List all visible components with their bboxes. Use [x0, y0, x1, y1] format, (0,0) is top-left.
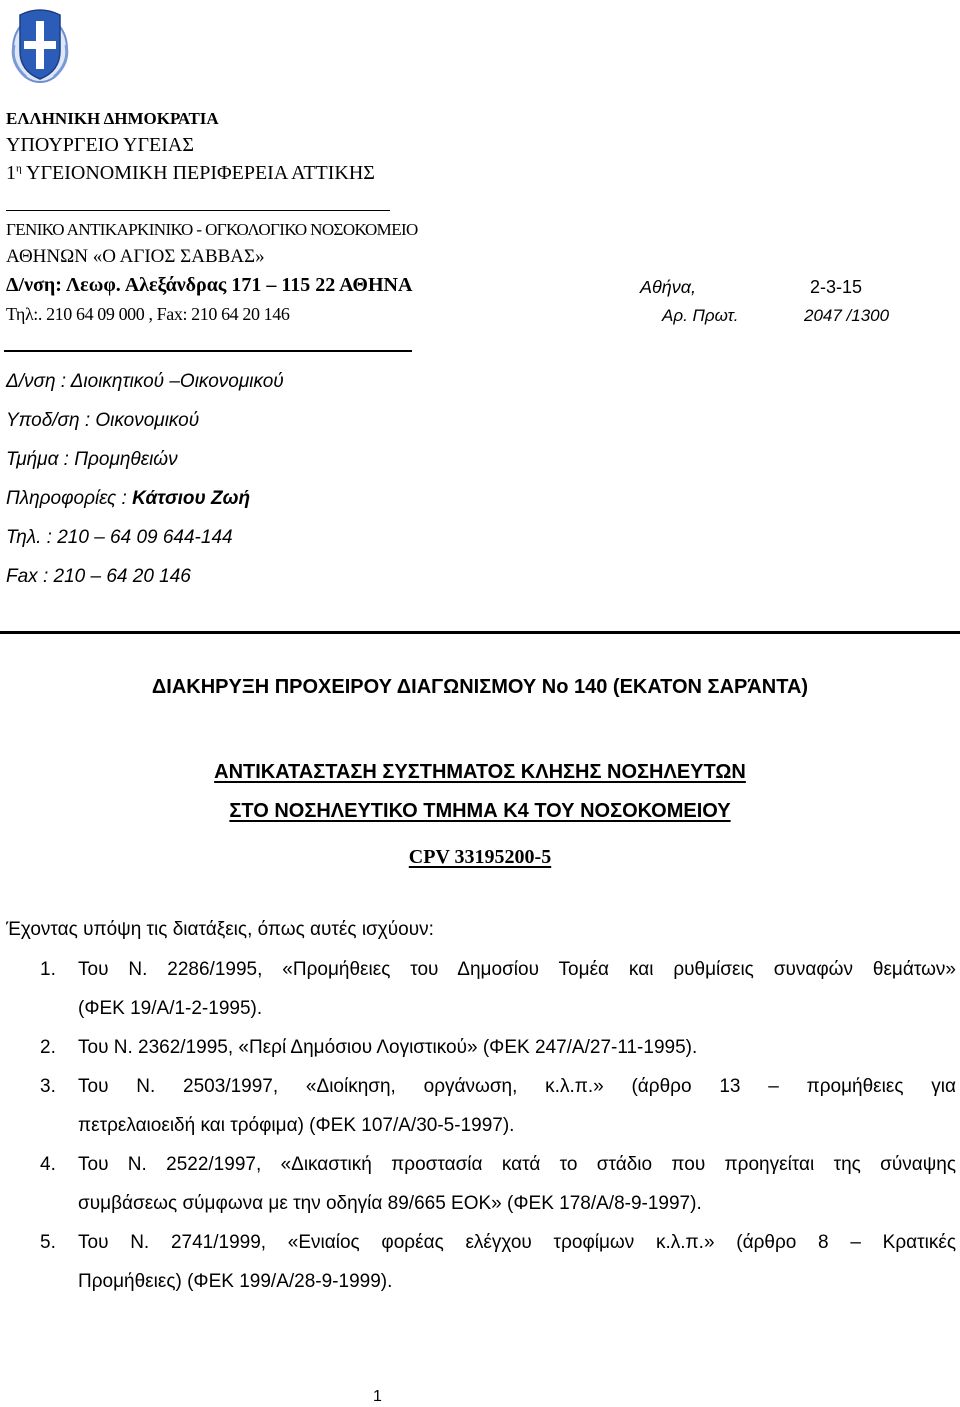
protocol-number: 2047 /1300 [804, 306, 890, 325]
list-item-continuation: (ΦΕΚ 19/Α/1-2-1995). [78, 998, 263, 1019]
hospital-address: Δ/νση: Λεωφ. Αλεξάνδρας 171 – 115 22 ΑΘΗΝΑ [6, 274, 413, 296]
info-label: Πληροφορίες : [6, 488, 133, 509]
subdirectorate-line: Υποδ/ση : Οικονομικού [6, 410, 200, 431]
greek-coat-of-arms-icon [8, 5, 72, 85]
list-item-number: 4. [40, 1154, 56, 1175]
region-superscript: η [16, 162, 22, 175]
header-divider-short [6, 210, 390, 211]
list-item-text: Του Ν. 2286/1995, «Προμήθειες του Δημοσίου Τομέα και ρυθμίσεις συναφών θεμάτων» [78, 959, 956, 980]
subject-line2: ΣΤΟ ΝΟΣΗΛΕΥΤΙΚΟ ΤΜΗΜΑ Κ4 ΤΟΥ ΝΟΣΟΚΟΜΕΙΟΥ [229, 800, 731, 822]
ministry-title: ΥΠΟΥΡΓΕΙΟ ΥΓΕΙΑΣ [6, 134, 195, 156]
list-item-text: Του Ν. 2741/1999, «Ενιαίος φορέας ελέγχου τροφίμων κ.λ.π.» (άρθρο 8 – Κρατικές [78, 1232, 956, 1253]
region-number: 1 [6, 162, 16, 184]
document-date: 2-3-15 [810, 277, 863, 297]
list-item-text: Του Ν. 2362/1995, «Περί Δημόσιου Λογιστικού» (ΦΕΚ 247/Α/27-11-1995). [78, 1037, 698, 1058]
list-item-text: Του Ν. 2503/1997, «Διοίκηση, οργάνωση, κ.λ.π.» (άρθρο 13 – προμήθειες για [78, 1076, 956, 1097]
list-item-text: Του Ν. 2522/1997, «Δικαστική προστασία κατά το στάδιο που προηγείται της σύναψης [78, 1154, 956, 1175]
place-label: Αθήνα, [640, 277, 697, 297]
document-title: ΔΙΑΚΗΡΥΞΗ ΠΡΟΧΕΙΡΟΥ ΔΙΑΓΩΝΙΣΜΟΥ Νο 140 (ΕΚΑΤΟΝ ΣΑΡΆΝΤΑ) [151, 676, 809, 698]
info-line [6, 488, 250, 510]
intro-text: Έχοντας υπόψη τις διατάξεις, όπως αυτές ισχύουν: [6, 919, 434, 940]
contact-phone: Τηλ. : 210 – 64 09 644-144 [6, 527, 233, 548]
page-number: 1 [373, 1388, 382, 1405]
cpv-code: CPV 33195200-5 [408, 846, 552, 868]
region-title [6, 162, 375, 185]
republic-title: ΕΛΛΗΝΙΚΗ ΔΗΜΟΚΡΑΤΙΑ [6, 109, 219, 128]
hospital-name-line1: ΓΕΝΙΚΟ ΑΝΤΙΚΑΡΚΙΝΙΚΟ - ΟΓΚΟΛΟΓΙΚΟ ΝΟΣΟΚΟΜΕΙΟ [6, 220, 418, 239]
region-text: ΥΓΕΙΟΝΟΜΙΚΗ ΠΕΡΙΦΕΡΕΙΑ ΑΤΤΙΚΗΣ [21, 162, 375, 184]
list-item-continuation: συμβάσεως σύμφωνα με την οδηγία 89/665 ΕΟΚ» (ΦΕΚ 178/Α/8-9-1997). [78, 1193, 702, 1214]
protocol-label: Αρ. Πρωτ. [662, 306, 739, 325]
list-item-continuation: Προμήθειες) (ΦΕΚ 199/Α/28-9-1999). [78, 1271, 393, 1292]
contact-divider [4, 350, 412, 352]
subject-line1: ΑΝΤΙΚΑΤΑΣΤΑΣΗ ΣΥΣΤΗΜΑΤΟΣ ΚΛΗΣΗΣ ΝΟΣΗΛΕΥΤΩΝ [214, 761, 746, 783]
list-item-number: 1. [40, 959, 56, 980]
list-item-number: 3. [40, 1076, 56, 1097]
main-divider [0, 631, 960, 634]
contact-fax: Fax : 210 – 64 20 146 [6, 566, 191, 587]
hospital-name-line2: ΑΘΗΝΩΝ «Ο ΑΓΙΟΣ ΣΑΒΒΑΣ» [6, 246, 265, 267]
hospital-phones: Τηλ:. 210 64 09 000 , Fax: 210 64 20 146 [6, 304, 290, 324]
list-item-continuation: πετρελαιοειδή και τρόφιμα) (ΦΕΚ 107/Α/30-5-1997). [78, 1115, 515, 1136]
list-item-number: 5. [40, 1232, 56, 1253]
list-item-number: 2. [40, 1037, 56, 1058]
info-name: Κάτσιου Ζωή [132, 488, 251, 509]
directorate-line: Δ/νση : Διοικητικού –Οικονομικού [6, 371, 284, 392]
department-line: Τμήμα : Προμηθειών [6, 449, 178, 470]
